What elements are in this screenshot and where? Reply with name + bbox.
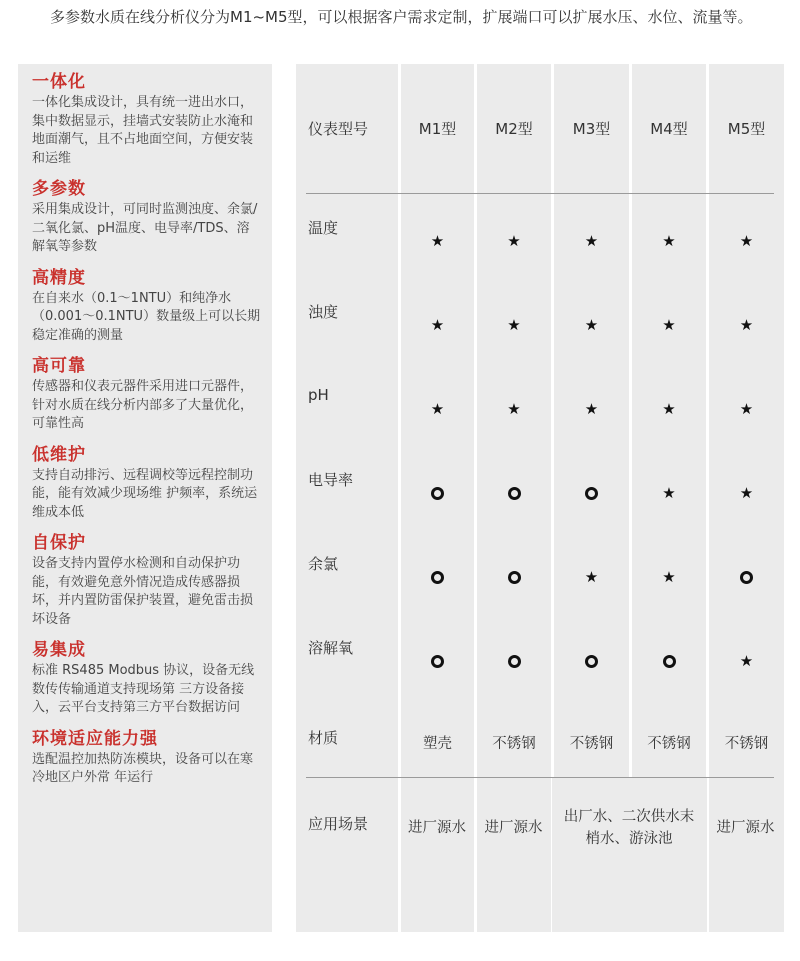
star-icon: ★: [739, 399, 754, 418]
param-cell-dissolved-oxygen-m2: [477, 613, 551, 697]
star-icon: ★: [507, 231, 521, 250]
param-cell-turbidity-m4: [632, 277, 706, 361]
feature-desc: 支持自动排污、远程调校等远程控制功能，能有效减少现场维 护频率，系统运维成本低: [32, 467, 258, 520]
param-cell-conductivity-m3: [554, 445, 629, 529]
feature-easy-integration: [32, 638, 262, 718]
feature-title: 多参数: [32, 179, 86, 199]
param-cell-turbidity-m5: [709, 277, 784, 361]
circle-icon: [431, 487, 444, 500]
param-cell-residual-chlorine-m5: [709, 529, 784, 613]
param-cell-turbidity-m3: [554, 277, 629, 361]
param-cell-ph-m5: [709, 361, 784, 445]
feature-title: 高可靠: [32, 356, 86, 376]
feature-desc: 设备支持内置停水检测和自动保护功能，有效避免意外情况造成传感器损坏，并内置防雷保护装置，避免雷击损坏设备: [32, 556, 254, 627]
param-cell-ph-m4: [632, 361, 706, 445]
param-cell-temperature-m4: [632, 193, 706, 277]
param-label-turbidity: 浊度: [308, 302, 339, 321]
feature-title: 高精度: [32, 267, 86, 288]
param-cell-dissolved-oxygen-m5: [709, 613, 784, 697]
star-icon: ★: [739, 231, 754, 250]
feature-low-maintenance: [32, 443, 262, 523]
feature-environment: [32, 727, 262, 788]
circle-icon: [585, 655, 598, 668]
param-cell-residual-chlorine-m3: [554, 529, 629, 613]
spec-table: [296, 64, 784, 932]
feature-reliability: [32, 354, 262, 434]
star-icon: ★: [584, 315, 599, 334]
feature-title: 低维护: [32, 444, 86, 465]
feature-desc: 传感器和仪表元器件采用进口元器件，针对水质在线分析内部多了大量优化，可靠性高: [32, 379, 254, 431]
feature-title: 一体化: [32, 72, 86, 92]
star-icon: ★: [662, 231, 676, 250]
circle-icon: [585, 487, 598, 500]
scene-m3-m4: 出厂水、二次供水末梢水、游泳池: [563, 809, 695, 847]
param-cell-conductivity-m2: [477, 445, 551, 529]
star-icon: ★: [662, 483, 676, 502]
param-label-dissolved-oxygen: 溶解氧: [308, 638, 354, 657]
circle-icon: [431, 655, 444, 668]
material-m2: 不锈钢: [492, 735, 536, 752]
param-cell-conductivity-m1: [401, 445, 474, 529]
param-label-ph: pH: [308, 386, 329, 404]
star-icon: ★: [507, 315, 521, 334]
scene-m5: 进厂源水: [716, 820, 775, 836]
star-icon: ★: [584, 231, 599, 250]
param-cell-dissolved-oxygen-m4: [632, 613, 706, 697]
circle-icon: [663, 655, 676, 668]
header-label: 仪表型号: [308, 120, 369, 138]
circle-icon: [431, 571, 444, 584]
star-icon: ★: [662, 567, 676, 586]
header-model-m4: M4型: [650, 120, 688, 138]
material-m4: 不锈钢: [647, 735, 691, 752]
circle-icon: [508, 571, 521, 584]
star-icon: ★: [739, 315, 754, 334]
features-panel: [18, 64, 272, 932]
star-icon: ★: [662, 399, 676, 418]
param-cell-dissolved-oxygen-m3: [554, 613, 629, 697]
star-icon: ★: [662, 315, 676, 334]
param-cell-ph-m3: [554, 361, 629, 445]
param-cell-turbidity-m2: [477, 277, 551, 361]
star-icon: ★: [430, 231, 445, 250]
star-icon: ★: [739, 651, 754, 670]
param-label-conductivity: 电导率: [308, 470, 354, 489]
circle-icon: [740, 571, 753, 584]
circle-icon: [508, 655, 521, 668]
param-cell-residual-chlorine-m4: [632, 529, 706, 613]
param-cell-temperature-m5: [709, 193, 784, 277]
feature-desc: 标准 RS485 Modbus 协议，设备无线数传传输通道支持现场第 三方设备接入，云平台支持第三方平台数据访问: [32, 663, 255, 715]
header-model-m1: M1型: [418, 120, 457, 138]
param-cell-conductivity-m5: [709, 445, 784, 529]
param-cell-conductivity-m4: [632, 445, 706, 529]
param-cell-ph-m2: [477, 361, 551, 445]
star-icon: ★: [584, 567, 599, 586]
param-cell-ph-m1: [401, 361, 474, 445]
intro-paragraph: 多参数水质在线分析仪分为M1~M5型，可以根据客户需求定制，扩展端口可以扩展水压、水位、流量等。: [50, 8, 753, 26]
param-cell-residual-chlorine-m1: [401, 529, 474, 613]
scene-m2: 进厂源水: [484, 820, 543, 836]
star-icon: ★: [430, 399, 445, 418]
feature-desc: 选配温控加热防冻模块，设备可以在寒冷地区户外常 年运行: [32, 751, 254, 785]
feature-integration: [32, 70, 262, 168]
feature-precision: [32, 266, 262, 346]
feature-title: 易集成: [32, 640, 86, 660]
material-m5: 不锈钢: [724, 735, 769, 752]
feature-desc: 一体化集成设计，具有统一进出水口，集中数据显示，挂墙式安装防止水淹和地面潮气，且不占地面空间，方便安装和运维: [32, 95, 254, 166]
star-icon: ★: [584, 399, 599, 418]
star-icon: ★: [739, 483, 754, 502]
material-m3: 不锈钢: [569, 735, 614, 752]
param-cell-dissolved-oxygen-m1: [401, 613, 474, 697]
star-icon: ★: [507, 399, 521, 418]
scene-m1: 进厂源水: [408, 820, 466, 836]
header-model-m5: M5型: [727, 120, 766, 138]
feature-title: 自保护: [32, 533, 86, 553]
feature-self-protection: [32, 531, 262, 629]
feature-multi-param: [32, 177, 262, 257]
param-cell-temperature-m3: [554, 193, 629, 277]
feature-desc: 采用集成设计，可同时监测浊度、余氯/二氧化氯、pH温度、电导率/TDS、溶解氧等参数: [32, 202, 258, 254]
param-label-temperature: 温度: [308, 218, 339, 237]
feature-title: 环境适应能力强: [32, 728, 158, 749]
scene-label: 应用场景: [308, 814, 369, 833]
feature-desc: 在自来水（0.1～1NTU）和纯净水（0.001～0.1NTU）数量级上可以长期稳定准确的测量: [32, 290, 261, 343]
star-icon: ★: [430, 315, 445, 334]
param-cell-turbidity-m1: [401, 277, 474, 361]
param-label-residual-chlorine: 余氯: [308, 554, 339, 573]
param-cell-residual-chlorine-m2: [477, 529, 551, 613]
header-model-m3: M3型: [572, 120, 611, 138]
param-cell-temperature-m2: [477, 193, 551, 277]
material-label: 材质: [308, 728, 339, 747]
circle-icon: [508, 487, 521, 500]
header-model-m2: M2型: [495, 120, 533, 138]
material-m1: 塑壳: [423, 735, 452, 752]
param-cell-temperature-m1: [401, 193, 474, 277]
